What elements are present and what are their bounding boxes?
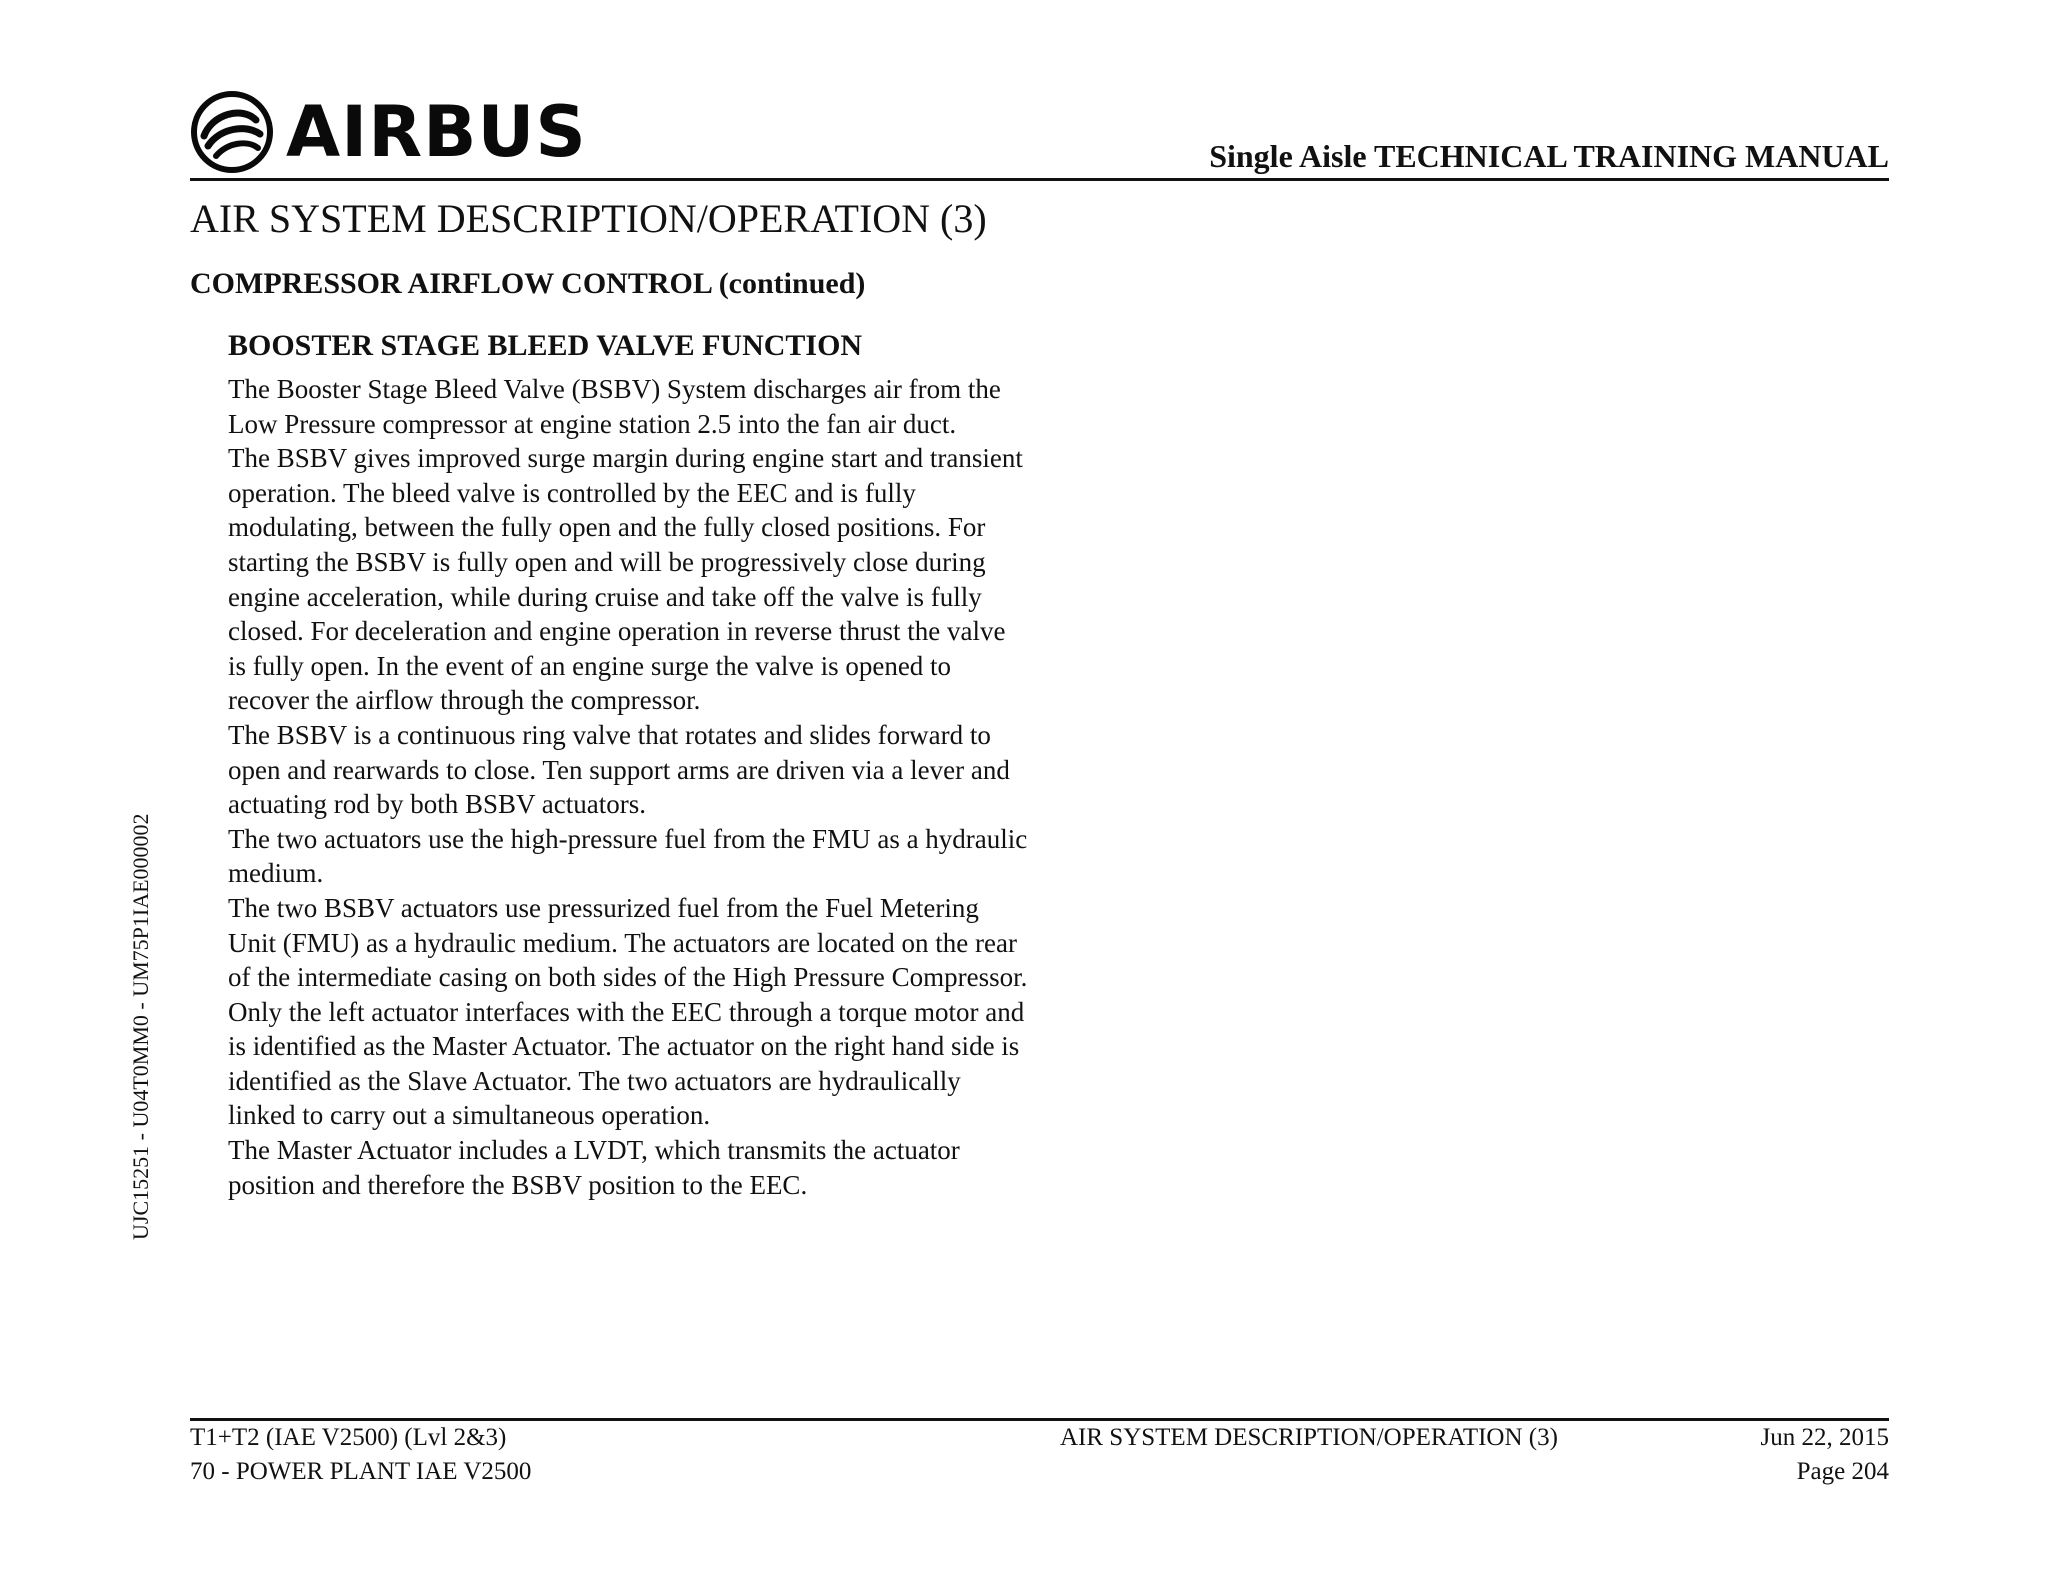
footer-section: AIR SYSTEM DESCRIPTION/OPERATION (3) bbox=[1060, 1424, 1558, 1451]
body-text bbox=[228, 372, 1028, 1202]
paragraph: The BSBV gives improved surge margin during engine start and transient operation. The bleed valve is controlled by the EEC and is fully modulating, between the fully open and the fully closed positions. For starting the BSBV is fully open and will be progressively close during engine acceleration, while during cruise and take off the valve is fully closed. For deceleration and engine operation in reverse thrust the valve is fully open. In the event of an engine surge the valve is opened to recover the airflow through the compressor. bbox=[228, 443, 1023, 716]
section-subheading: COMPRESSOR AIRFLOW CONTROL (continued) bbox=[190, 267, 866, 300]
paragraph: The two actuators use the high-pressure fuel from the FMU as a hydraulic medium. bbox=[228, 823, 1028, 889]
topic-heading: BOOSTER STAGE BLEED VALVE FUNCTION bbox=[228, 329, 863, 362]
paragraph: The Master Actuator includes a LVDT, which transmits the actuator position and therefore the BSBV position to the EEC. bbox=[228, 1135, 960, 1200]
footer-course: T1+T2 (IAE V2500) (Lvl 2&3) bbox=[190, 1424, 507, 1451]
paragraph: The BSBV is a continuous ring valve that rotates and slides forward to open and rearwards to close. Ten support arms are driven via a lever and actuating rod by both BSBV actuators. bbox=[228, 719, 1010, 820]
footer-chapter: 70 - POWER PLANT IAE V2500 bbox=[190, 1458, 532, 1485]
footer-rule bbox=[190, 1418, 1889, 1421]
paragraph: The two BSBV actuators use pressurized fuel from the Fuel Metering Unit (FMU) as a hydraulic medium. The actuators are located on the rear of the intermediate casing on both sides of the High Pressure Compressor. bbox=[228, 892, 1028, 993]
header-rule bbox=[190, 178, 1889, 181]
page-title: AIR SYSTEM DESCRIPTION/OPERATION (3) bbox=[190, 196, 987, 241]
manual-title: Single Aisle TECHNICAL TRAINING MANUAL bbox=[1209, 138, 1889, 174]
logo-text: AIRBUS bbox=[286, 91, 587, 173]
footer-page-number: Page 204 bbox=[1796, 1458, 1889, 1485]
airbus-emblem-icon bbox=[190, 90, 274, 174]
airbus-logo bbox=[190, 90, 587, 176]
paragraph: Only the left actuator interfaces with the EEC through a torque motor and is identified as the Master Actuator. The actuator on the right hand side is identified as the Slave Actuator. The two actuators are hydraulically linked to carry out a simultaneous operation. bbox=[228, 996, 1025, 1131]
document-reference: UJC15251 - U04T0MM0 - UM75P1IAE000002 bbox=[128, 813, 153, 1240]
paragraph: The Booster Stage Bleed Valve (BSBV) System discharges air from the Low Pressure compressor at engine station 2.5 into the fan air duct. bbox=[228, 374, 1001, 439]
footer-date: Jun 22, 2015 bbox=[1760, 1424, 1889, 1451]
